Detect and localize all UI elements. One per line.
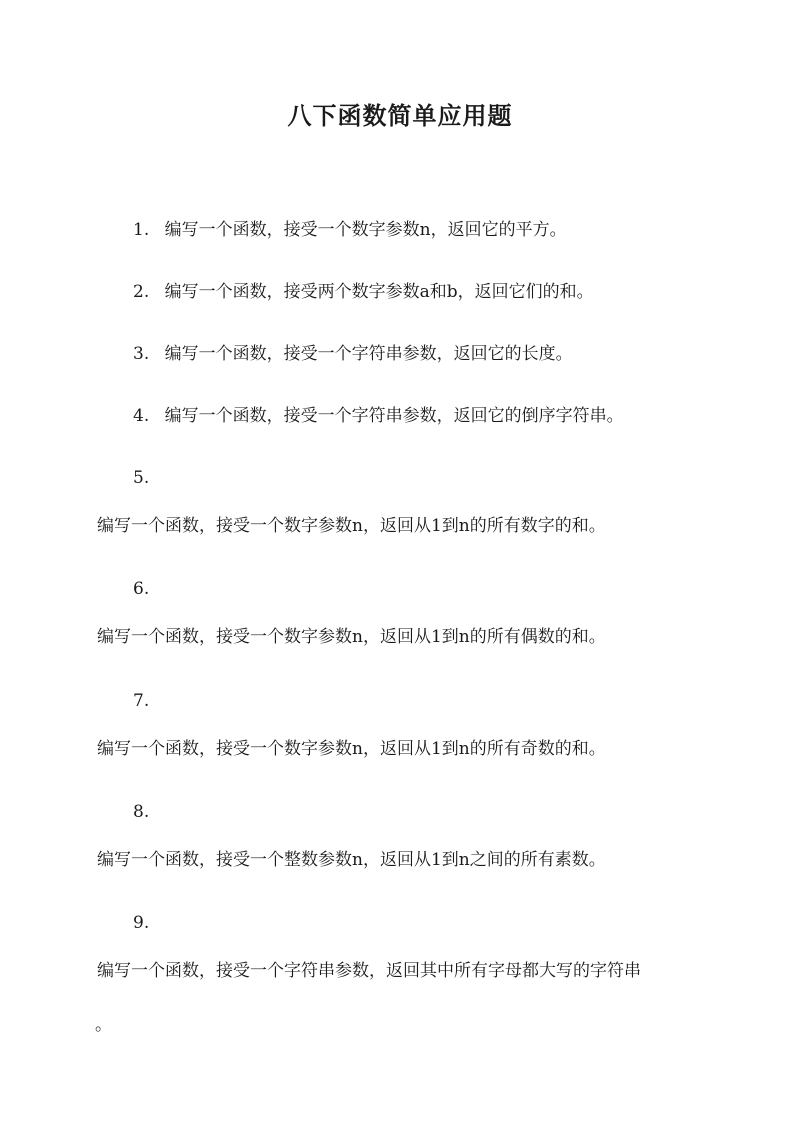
page-title: 八下函数简单应用题 [287, 101, 513, 130]
question-text: 编写一个函数，接受一个数字参数n，返回它的平方。 [164, 220, 567, 240]
question-text: 编写一个函数，接受两个数字参数a和b，返回它们的和。 [164, 282, 594, 302]
question-8-text: 编写一个函数，接受一个整数参数n，返回从1到n之间的所有素数。 [97, 850, 606, 870]
question-5-text: 编写一个函数，接受一个数字参数n，返回从1到n的所有数字的和。 [97, 516, 606, 536]
question-6-number: 6. [133, 579, 150, 599]
question-4 [133, 405, 624, 427]
question-number: 3. [133, 344, 150, 364]
question-7-text: 编写一个函数，接受一个数字参数n，返回从1到n的所有奇数的和。 [97, 739, 606, 759]
question-number: 1. [133, 220, 150, 240]
question-3 [133, 343, 573, 365]
question-number: 4. [133, 406, 150, 426]
question-9-text: 编写一个函数，接受一个字符串参数，返回其中所有字母都大写的字符串 [97, 961, 641, 981]
question-text: 编写一个函数，接受一个字符串参数，返回它的长度。 [164, 344, 573, 364]
question-9-tail: 。 [95, 1015, 112, 1035]
question-9-number: 9. [133, 913, 150, 933]
question-2 [133, 281, 594, 303]
question-number: 2. [133, 282, 150, 302]
question-5-number: 5. [133, 468, 150, 488]
question-1 [133, 219, 567, 241]
question-7-number: 7. [133, 691, 150, 711]
question-6-text: 编写一个函数，接受一个数字参数n，返回从1到n的所有偶数的和。 [97, 627, 606, 647]
question-8-number: 8. [133, 802, 150, 822]
question-text: 编写一个函数，接受一个字符串参数，返回它的倒序字符串。 [164, 406, 624, 426]
